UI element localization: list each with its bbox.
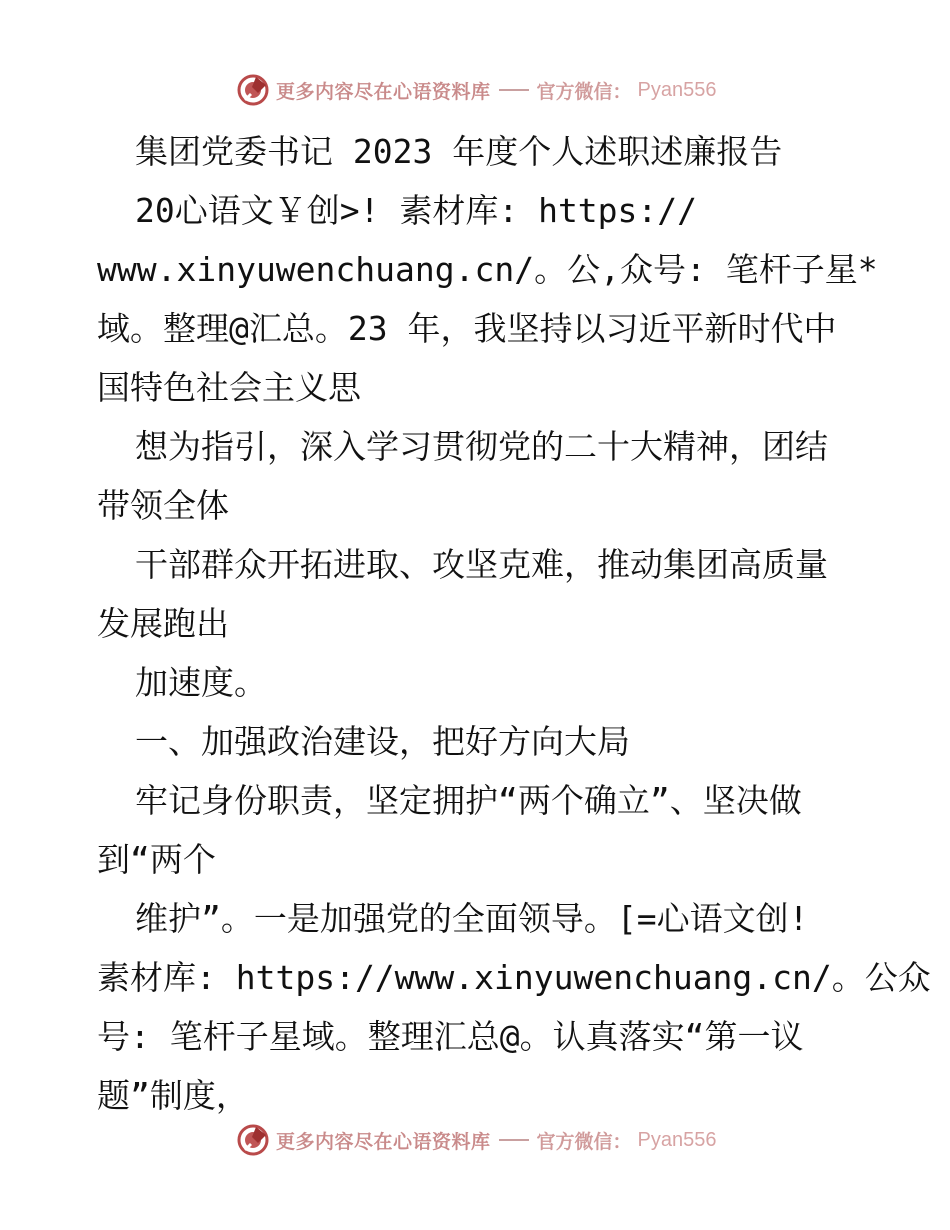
banner-text: 更多内容尽在心语资料库 [276,80,491,103]
text-line: 带领全体 [97,486,229,525]
text-line: 国特色社会主义思 [97,368,361,407]
text-line: 到“两个 [97,840,216,879]
text-line: 一、加强政治建设，把好方向大局 [135,722,630,761]
text-line: 干部群众开拓进取、攻坚克难，推动集团高质量 [135,545,828,584]
banner-dash [499,89,529,91]
banner-wechat-id: Pyan556 [637,78,717,101]
document-body [97,122,931,1125]
pen-seal-logo-icon [236,1123,270,1157]
banner-wechat-label: 官方微信： [536,1130,632,1153]
text-line: 素材库: https://www.xinyuwenchuang.cn/。公众 [97,958,931,997]
banner-dash [499,1139,529,1141]
text-line: 加速度。 [135,663,267,702]
text-line: 发展跑出 [97,604,229,643]
text-line: 域。整理@汇总。23 年，我坚持以习近平新时代中 [97,309,837,348]
banner-wechat-label: 官方微信： [536,80,632,103]
header-banner [236,72,717,108]
banner-text: 更多内容尽在心语资料库 [276,1130,491,1153]
text-line: www.xinyuwenchuang.cn/。公,众号: 笔杆子星* [97,250,878,289]
text-line: 维护”。一是加强党的全面领导。[=心语文创! [135,899,809,938]
text-line: 想为指引，深入学习贯彻党的二十大精神，团结 [135,427,828,466]
text-line: 牢记身份职责，坚定拥护“两个确立”、坚决做 [135,781,802,820]
text-line: 号: 笔杆子星域。整理汇总@。认真落实“第一议 [97,1017,804,1056]
pen-seal-logo-icon [236,73,270,107]
footer-banner [236,1122,717,1158]
banner-wechat-id: Pyan556 [637,1128,717,1151]
text-line: 20心语文￥创>! 素材库: https:// [135,191,698,230]
text-line: 题”制度， [97,1076,249,1115]
text-line: 集团党委书记 2023 年度个人述职述廉报告 [135,132,783,171]
